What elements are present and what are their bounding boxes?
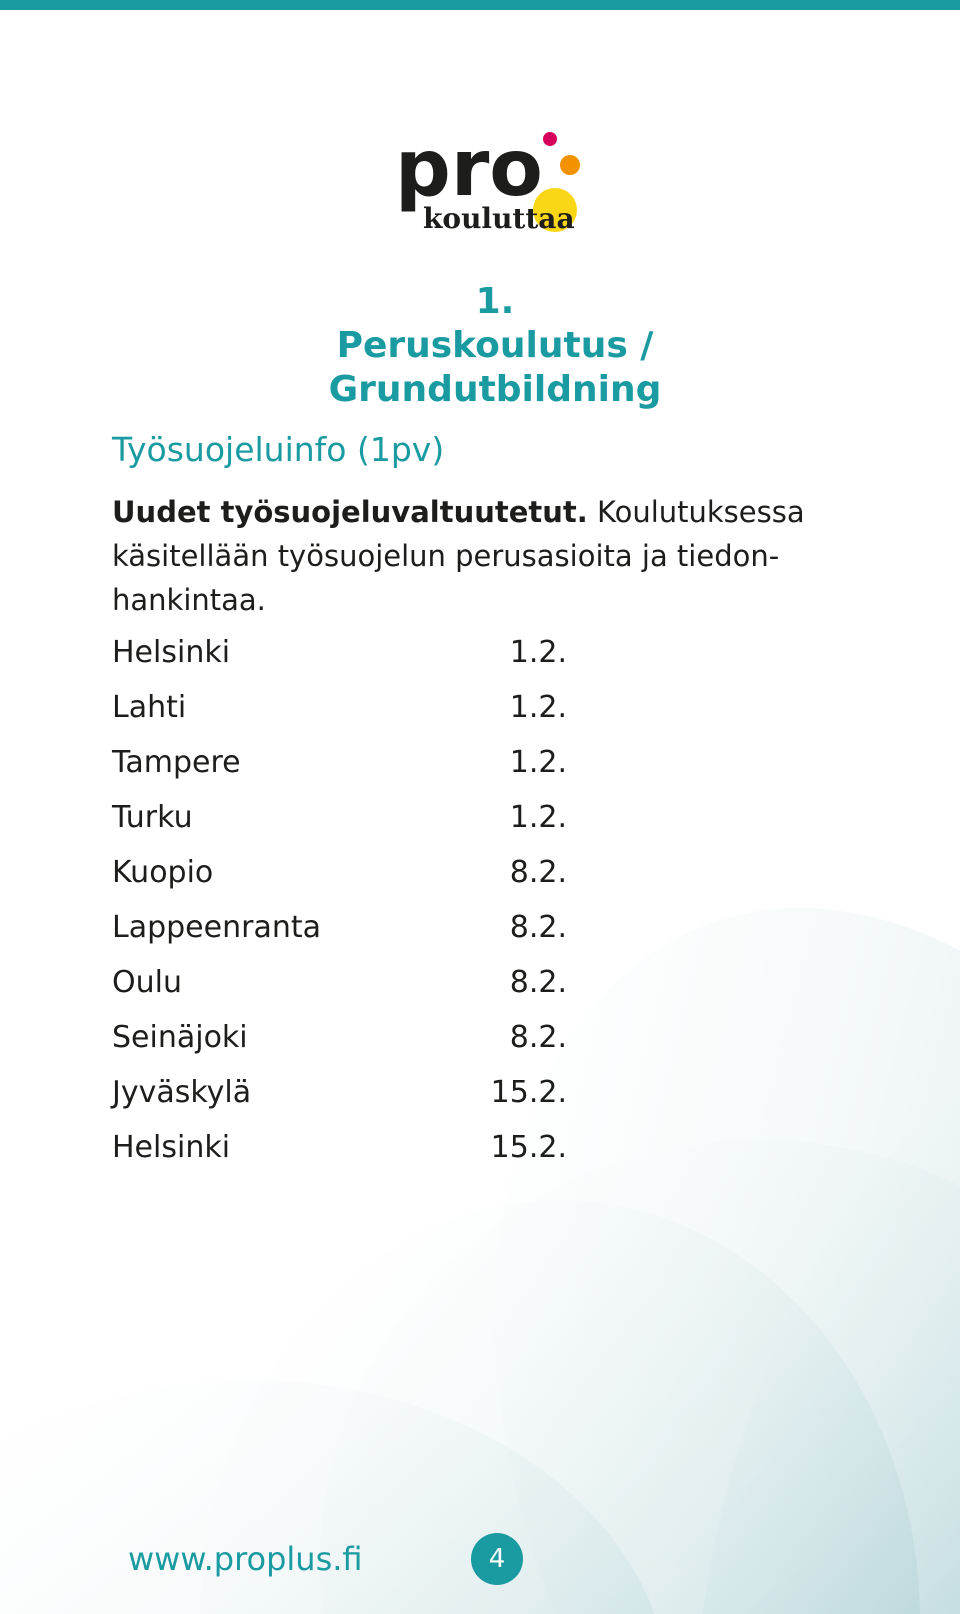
schedule-row [112, 1128, 572, 1183]
schedule-date: 8.2. [509, 1020, 567, 1055]
schedule-row [112, 853, 572, 908]
schedule-city: Lahti [112, 690, 187, 725]
schedule-city: Seinäjoki [112, 1020, 248, 1055]
description-line-2: käsitellään työsuojelun perusasioita ja tiedon- [112, 539, 780, 573]
schedule-row [112, 1073, 572, 1128]
schedule-date: 8.2. [509, 910, 567, 945]
svg-text:pro: pro [395, 125, 543, 214]
schedule-city: Kuopio [112, 855, 214, 890]
schedule-row [112, 743, 572, 798]
svg-text:kouluttaa: kouluttaa [423, 202, 575, 235]
schedule-date: 15.2. [490, 1130, 567, 1165]
schedule-row [112, 908, 572, 963]
schedule-row [112, 633, 572, 688]
pro-kouluttaa-logo [395, 125, 605, 245]
schedule-row [112, 1018, 572, 1073]
description-lead: Uudet työsuojeluvaltuutetut. [112, 495, 588, 529]
schedule-row [112, 798, 572, 853]
schedule-city: Jyväskylä [112, 1075, 252, 1110]
course-description [112, 490, 832, 622]
schedule-date: 1.2. [509, 635, 567, 670]
schedule-city: Turku [112, 800, 193, 835]
page-number-badge: 4 [471, 1533, 523, 1585]
description-line-3: hankintaa. [112, 583, 266, 617]
heading-line-2: Grundutbildning [328, 369, 662, 410]
heading-number: 1. [475, 281, 515, 322]
section-heading [230, 280, 760, 412]
schedule-row [112, 963, 572, 1018]
schedule-date: 15.2. [490, 1075, 567, 1110]
schedule-date: 1.2. [509, 690, 567, 725]
schedule-city: Lappeenranta [112, 910, 321, 945]
schedule-date: 8.2. [509, 965, 567, 1000]
schedule-date: 1.2. [509, 745, 567, 780]
schedule-city: Tampere [112, 745, 241, 780]
schedule-date: 1.2. [509, 800, 567, 835]
schedule-row [112, 688, 572, 743]
schedule-city: Oulu [112, 965, 182, 1000]
heading-line-1: Peruskoulutus / [336, 325, 654, 366]
schedule-city: Helsinki [112, 635, 231, 670]
description-line-1-rest: Koulutuksessa [587, 495, 805, 529]
schedule-date: 8.2. [509, 855, 567, 890]
schedule-city: Helsinki [112, 1130, 231, 1165]
course-title: Työsuojeluinfo (1pv) [112, 430, 445, 469]
footer-website-link[interactable]: www.proplus.fi [128, 1540, 363, 1578]
schedule-list [112, 633, 572, 1183]
